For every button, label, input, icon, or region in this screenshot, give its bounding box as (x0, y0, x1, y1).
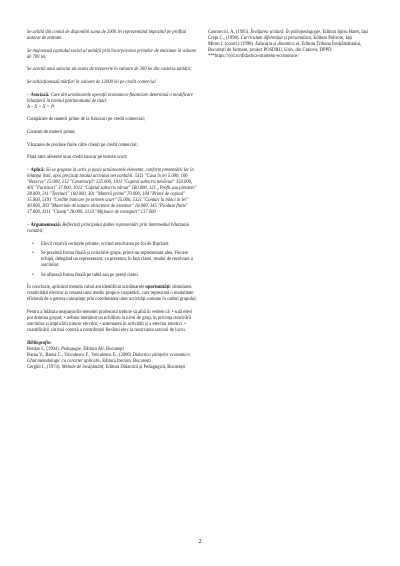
ref-title: Didactica științelor economice, Ghid metodologic cu caracter aplicativ, (27, 352, 191, 365)
dash: – (27, 167, 31, 173)
question-item: Cumpărare de materii prime de la furnizori pe credit comercial; (27, 117, 145, 123)
ref-title: Metode de învățământ (61, 365, 104, 371)
asociaza-text: Care din următoarele operații economico-financiare determină o modificare bilanțieră în nivelul patrimoniului de tipul: (27, 92, 193, 104)
paragraph: Se acordă unui salariat un avans de trezorerie în valoare de 300 lei din casieria unității; (27, 67, 192, 73)
argumenteaza-section (27, 223, 199, 235)
paragraph: Pentru a înlătura neajunsurile metodei profesorul trebuie să aibă în vedere că: • sută elevi pot domina grupul; • trebuie menținut un echilibru la nivel de grup, în privința rezolvării sarcinilor și implicării tuturor elevilor; • antrenarea în activități și a elevilor emotivi. • cuantificării cât mai corectă a contribuției fiecărui elev la rezolvarea sarcinii de lucru. (27, 309, 193, 334)
bibliography-entry (27, 353, 199, 365)
asociaza-section (27, 93, 199, 111)
ref-title: Învățarea școlară. În psihopedagogie (250, 30, 321, 35)
left-column (27, 30, 199, 371)
ref-author: Crețu C., (1998). (208, 36, 241, 42)
ref-author: Miron I. (coord.) (1998). (208, 42, 256, 48)
conclusion-text-rest: stimularea creativității elevilor și crearea unui mediu propice cooperării, care reprezintă o modalitate eficientă de a genera cunoștințe prin coordonarea unor activități comune în cadrul grupului; (27, 285, 197, 303)
ref-publisher: , Editura All, București (80, 346, 124, 352)
bibliography-entry (208, 42, 380, 60)
paragraph: Se achiziționează mărfuri în valoare de 12000 lei pe credit comercial. (27, 79, 157, 85)
bullet-list (27, 242, 199, 279)
dash: – (27, 222, 31, 228)
ref-publisher: , Editura Spiru Haret, Iași (320, 30, 368, 35)
ref-title: Curriculum diferențiat și personalizat (240, 36, 312, 42)
argumenteaza-label: Argumentează: (30, 222, 62, 228)
paragraph: Se achită din contul de disponibil suma de 2000 lei reprezentând impozitul pe profitul datorat de entitate. (27, 30, 187, 42)
ref-author: Barna V., Barna C., Voiculescu F., Voiculescu E., (2006) (27, 352, 133, 358)
question-item: Plata ratei aferente unui credit bancar pe termen scurt; (27, 155, 128, 161)
aplica-section (27, 168, 199, 217)
ref-author: Cosmovici, A. (1995). (208, 30, 251, 35)
asociaza-label: Asociază: (30, 92, 50, 98)
list-item: • Se afișează forma finală pe tablă sau pe pereți clasei. (37, 273, 199, 279)
ref-publisher: , Editura Tribuna Învățământului, București de formare, proiect POSDRU, Univ. din Craiova, DPPD ***https://cyd.ro/didactica-stiintelor-economice/ (208, 42, 362, 60)
bibliography-label: Bibliografie: (27, 340, 52, 346)
page-number: 2 (198, 538, 202, 545)
ref-author: Cerghit I., (1974). (27, 365, 62, 371)
argumenteaza-text: Reflectați principalul dublei reprezentări prin intermediul bilanțului contabil; (27, 222, 190, 235)
question-item: Vânzarea de produse finite către clienți pe credit comercial; (27, 142, 138, 148)
ref-title: Pedagogie (61, 346, 81, 352)
ref-publisher: , Editura Polirom, Iași (311, 36, 353, 42)
ref-publisher: , Editura Didactică și Pedagogică, București (103, 365, 186, 371)
dash: – (27, 92, 31, 98)
aplica-label: Aplică: (30, 167, 45, 173)
bibliography-entry (27, 365, 199, 371)
conclusion-paragraph (27, 285, 199, 303)
ref-author: Bontas J., (1994). (27, 346, 62, 352)
aplica-text: Să se grupeze în activ și pasiv următoarele elemente, conform prezentării lor în bilanțul listă, apoi precizați totalul activului net contabil. 5311 "Casa în lei 5.000, 106 "Rezerve" 15.000, 212 "Construcții" 125.000, 1011 "Capital subscris nevărsat" 350.000, 401 "Furnizori" 17.000, 1012 "Capital subscris vărsat" 160.000, 121 „Profit sau pierdere" 28.000, 211 "Terenuri" 160.000, 301 "Materii prime" 70.000, 104 "Prime de capital" 15.000, 5191 "Credite bancare pe termen scurt" 25.000, 5121 "Conturi la bănci în lei" 40.000, 303 "Materiale de natura obiectelor de inventar" 18.000, 345 "Produse finite" 17.000, 4111 "Clienți" 28.000, 2133 "Mijloace de transport" 137.000 (27, 167, 197, 216)
opportunities-label: oportunități: (145, 285, 171, 291)
paragraph: Se majorează capitalul social al unității prin încorporarea primelor de emisiune în valoare de 700 lei; (27, 48, 197, 60)
ref-title: Educația și dinamica ei (255, 42, 300, 48)
conclusion-text: În concluzie, aplicând metoda cubul am identificat următoarele (27, 285, 146, 291)
right-column (208, 30, 380, 60)
formula: A – X + X = P: (27, 104, 56, 110)
ref-publisher: Editura Irecson, București (101, 359, 151, 365)
list-item: • Se prezintă forma finală și colorările grupe, printr-un reprezentant alea. Fiecare echipă, delegând un reprezentant, va prezenta, în fața clasei, modul de rezolvare a sarcinilor. (37, 251, 199, 269)
list-item: • Elevii rezolvă cerințele primite, scriind rezolvarea pe foi de flipchart. (37, 242, 199, 248)
question-item: Consum de materii prime; (27, 129, 76, 135)
